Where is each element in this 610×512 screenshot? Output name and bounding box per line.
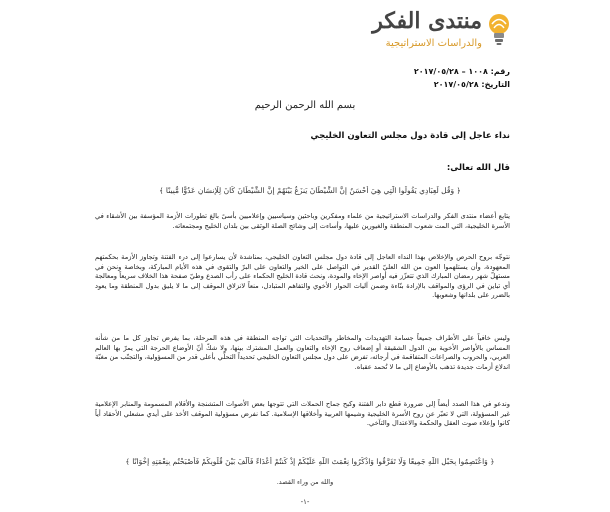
lightbulb-icon <box>486 12 512 48</box>
forum-logo <box>370 8 510 58</box>
logo-name: منتدى الفكر <box>372 8 482 34</box>
paragraph-3: وليس خافياً على الأطراف جميعاً جسامة التهديدات والمخاطر والتحديات التي تواجه المنطقة في هذه المرحلة، بما يفرض تجاوز كل ما من شأنه المساس بالأواصر الأخوية بين الدول الشقيقة أو إضعاف روح الإخاء والتعاون والعمل المشترك بينها، ولا شكّ أنّ الأوضاع الحرجة التي يمرّ بها العالم العربي، والحروب والصراعات المتفاقمة في أرجائه، تفرض على دول مجلس التعاون الخليجي تحديداً التحلّي بأعلى قدر من المسؤولية، والتجنّب من مغبّة اندلاع أزمات جديدة تذهب بالأوضاع إلى ما لا تُحمد عقباه. <box>95 334 510 371</box>
paragraph-2: نتوجّه بروح الحرص والإخلاص بهذا النداء العاجل إلى قادة دول مجلس التعاون الخليجي، بمناشدة لأن يسارعوا إلى درء الفتنة وتجاوز الأزمة بحكمتهم المعهودة، وأن يستلهموا العون من الله العليّ القدير في التواصل على الخير والتعاون على البرّ والتقوى في هذه الأيام المباركة، وبخاصة ونحن في مستهلّ شهر رمضان المبارك الذي تتعزّز فيه أواصر الإخاء والمودة، ونحث قادة الخليج الحكماء على رأب الصدع وطيّ صفحة هذا الخلاف سريعاً ومعالجة أي تباين في الرؤى والمواقف بالإرادة بنّاءة وضمن آليات الحوار الأخوي والتفاهم المتبادل، منعاً لانزلاق الموقف إلى ما لا يليق بدول المنطقة وما يعود بالضرر على بلدانها وشعوبها. <box>95 253 510 300</box>
closing-line: والله من وراء القصد. <box>276 478 334 486</box>
paragraph-4: وندعو في هذا الصدد أيضاً إلى ضرورة قطع دابر الفتنة وكبح جماح الحملات التي تتوجها بعض الأصوات المتشنجة والأقلام المسمومة والمنابر الإعلامية غير المسؤولة، التي لا تعبّر عن روح الأسرة الخليجية وشيمها العربية وأخلاقها الإسلامية. كما نفرض مسؤولية الموقف الأخذ على أيدي مشعلي الأحقاد أياً كانوا وإعلاء صوت العقل والحكمة والاعتدال والتآخي. <box>95 400 510 428</box>
paragraph-1: يتابع أعضاء منتدى الفكر والدراسات الاستراتيجية من علماء ومفكرين وباحثين وسياسيين وإعلاميين بأسىً بالغ تطورات الأزمة المؤسفة بين الأشقاء في الأسرة الخليجية، التي المت شعوب المنطقة والغيورين عليها، وأساءت إلى وشائج الصلة الوثقى بين بلدان الخليج ومجتمعاته. <box>95 212 510 230</box>
logo-subtitle: والدراسات الاستراتيجية <box>385 38 482 49</box>
basmala: بسم الله الرحمن الرحيم <box>254 100 356 111</box>
reference-number: رقم: ١٠٠٨ – ٢٠١٧/٠٥/٢٨ <box>413 67 510 76</box>
document-date: التاريخ: ٢٠١٧/٠٥/٢٨ <box>433 80 510 89</box>
page-number: -١- <box>300 498 310 506</box>
quran-verse-2: ﴿ وَاعْتَصِمُوا بِحَبْلِ اللَّهِ جَمِيعًا وَلَا تَفَرَّقُوا وَاذْكُرُوا نِعْمَتَ اللَّهِ عَلَيْكُمْ إِذْ كُنتُمْ أَعْدَاءً فَأَلَّفَ بَيْنَ قُلُوبِكُمْ فَأَصْبَحْتُم بِنِعْمَتِهِ إِخْوَانًا ﴾ <box>125 457 495 466</box>
document-title: نداء عاجل إلى قادة دول مجلس التعاون الخليجي <box>310 131 510 141</box>
quran-verse-1: ﴿ وَقُل لِّعِبَادِي يَقُولُوا الَّتِي هِيَ أَحْسَنُ إِنَّ الشَّيْطَانَ يَنزَغُ بَيْنَهُمْ إِنَّ الشَّيْطَانَ كَانَ لِلْإِنسَانِ عَدُوًّا مُّبِينًا ﴾ <box>159 186 461 195</box>
quote-intro: قال الله تعالى: <box>446 163 510 173</box>
